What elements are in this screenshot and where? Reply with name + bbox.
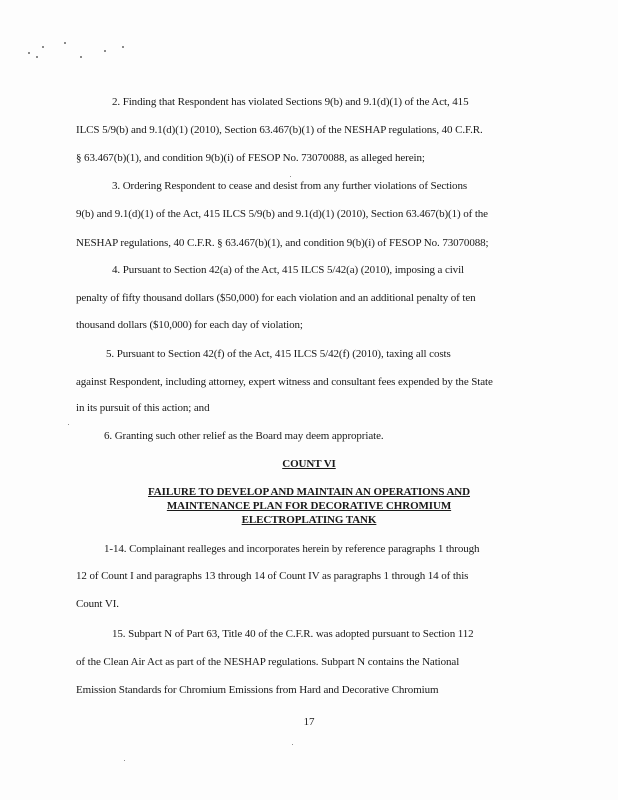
para-2-line-1: 2. Finding that Respondent has violated Sections 9(b) and 9.1(d)(1) of the Act, 415 [112,96,469,108]
para-5-line-3: in its pursuit of this action; and [76,402,210,414]
scan-speck [104,50,106,52]
count-title-line-1: FAILURE TO DEVELOP AND MAINTAIN AN OPERATIONS AND [148,486,470,498]
scan-speck [42,46,44,48]
scan-speck [122,46,124,48]
para-1-14-line-2: 12 of Count I and paragraphs 13 through 14 of Count IV as paragraphs 1 through 14 of this [76,570,469,582]
para-2-line-3: § 63.467(b)(1), and condition 9(b)(i) of FESOP No. 73070088, as alleged herein; [76,152,425,164]
para-4-line-3: thousand dollars ($10,000) for each day of violation; [76,319,303,331]
para-3-line-2: 9(b) and 9.1(d)(1) of the Act, 415 ILCS 5/9(b) and 9.1(d)(1) (2010), Section 63.467(b)(1) of the [76,208,488,220]
para-4-line-2: penalty of fifty thousand dollars ($50,000) for each violation and an additional penalty of ten [76,292,476,304]
para-1-14-line-1: 1-14. Complainant realleges and incorporates herein by reference paragraphs 1 through [104,543,480,555]
scan-speck [80,56,82,58]
scan-speck [28,52,30,54]
scan-speck [36,56,38,58]
para-4-line-1: 4. Pursuant to Section 42(a) of the Act, 415 ILCS 5/42(a) (2010), imposing a civil [112,264,464,276]
para-5-line-1: 5. Pursuant to Section 42(f) of the Act, 415 ILCS 5/42(f) (2010), taxing all costs [106,348,451,360]
count-title-line-2: MAINTENANCE PLAN FOR DECORATIVE CHROMIUM [166,500,452,512]
scan-speck [292,744,293,745]
scan-speck [290,176,291,177]
para-3-line-3: NESHAP regulations, 40 C.F.R. § 63.467(b)(1), and condition 9(b)(i) of FESOP No. 73070088; [76,237,489,249]
scan-speck [68,424,69,425]
para-15-line-1: 15. Subpart N of Part 63, Title 40 of the C.F.R. was adopted pursuant to Section 112 [112,628,474,640]
para-15-line-2: of the Clean Air Act as part of the NESHAP regulations. Subpart N contains the National [76,656,460,668]
scan-speck [64,42,66,44]
page-number: 17 [303,716,315,728]
para-1-14-line-3: Count VI. [76,598,119,610]
para-6-line-1: 6. Granting such other relief as the Board may deem appropriate. [104,430,384,442]
para-3-line-1: 3. Ordering Respondent to cease and desist from any further violations of Sections [112,180,468,192]
scan-speck [124,760,125,761]
para-15-line-3: Emission Standards for Chromium Emissions from Hard and Decorative Chromium [76,684,439,696]
count-title-line-3: ELECTROPLATING TANK [241,514,377,526]
count-heading: COUNT VI [282,458,336,470]
para-5-line-2: against Respondent, including attorney, expert witness and consultant fees expended by the State [76,376,493,388]
para-2-line-2: ILCS 5/9(b) and 9.1(d)(1) (2010), Section 63.467(b)(1) of the NESHAP regulations, 40 C.F.R. [76,124,483,136]
